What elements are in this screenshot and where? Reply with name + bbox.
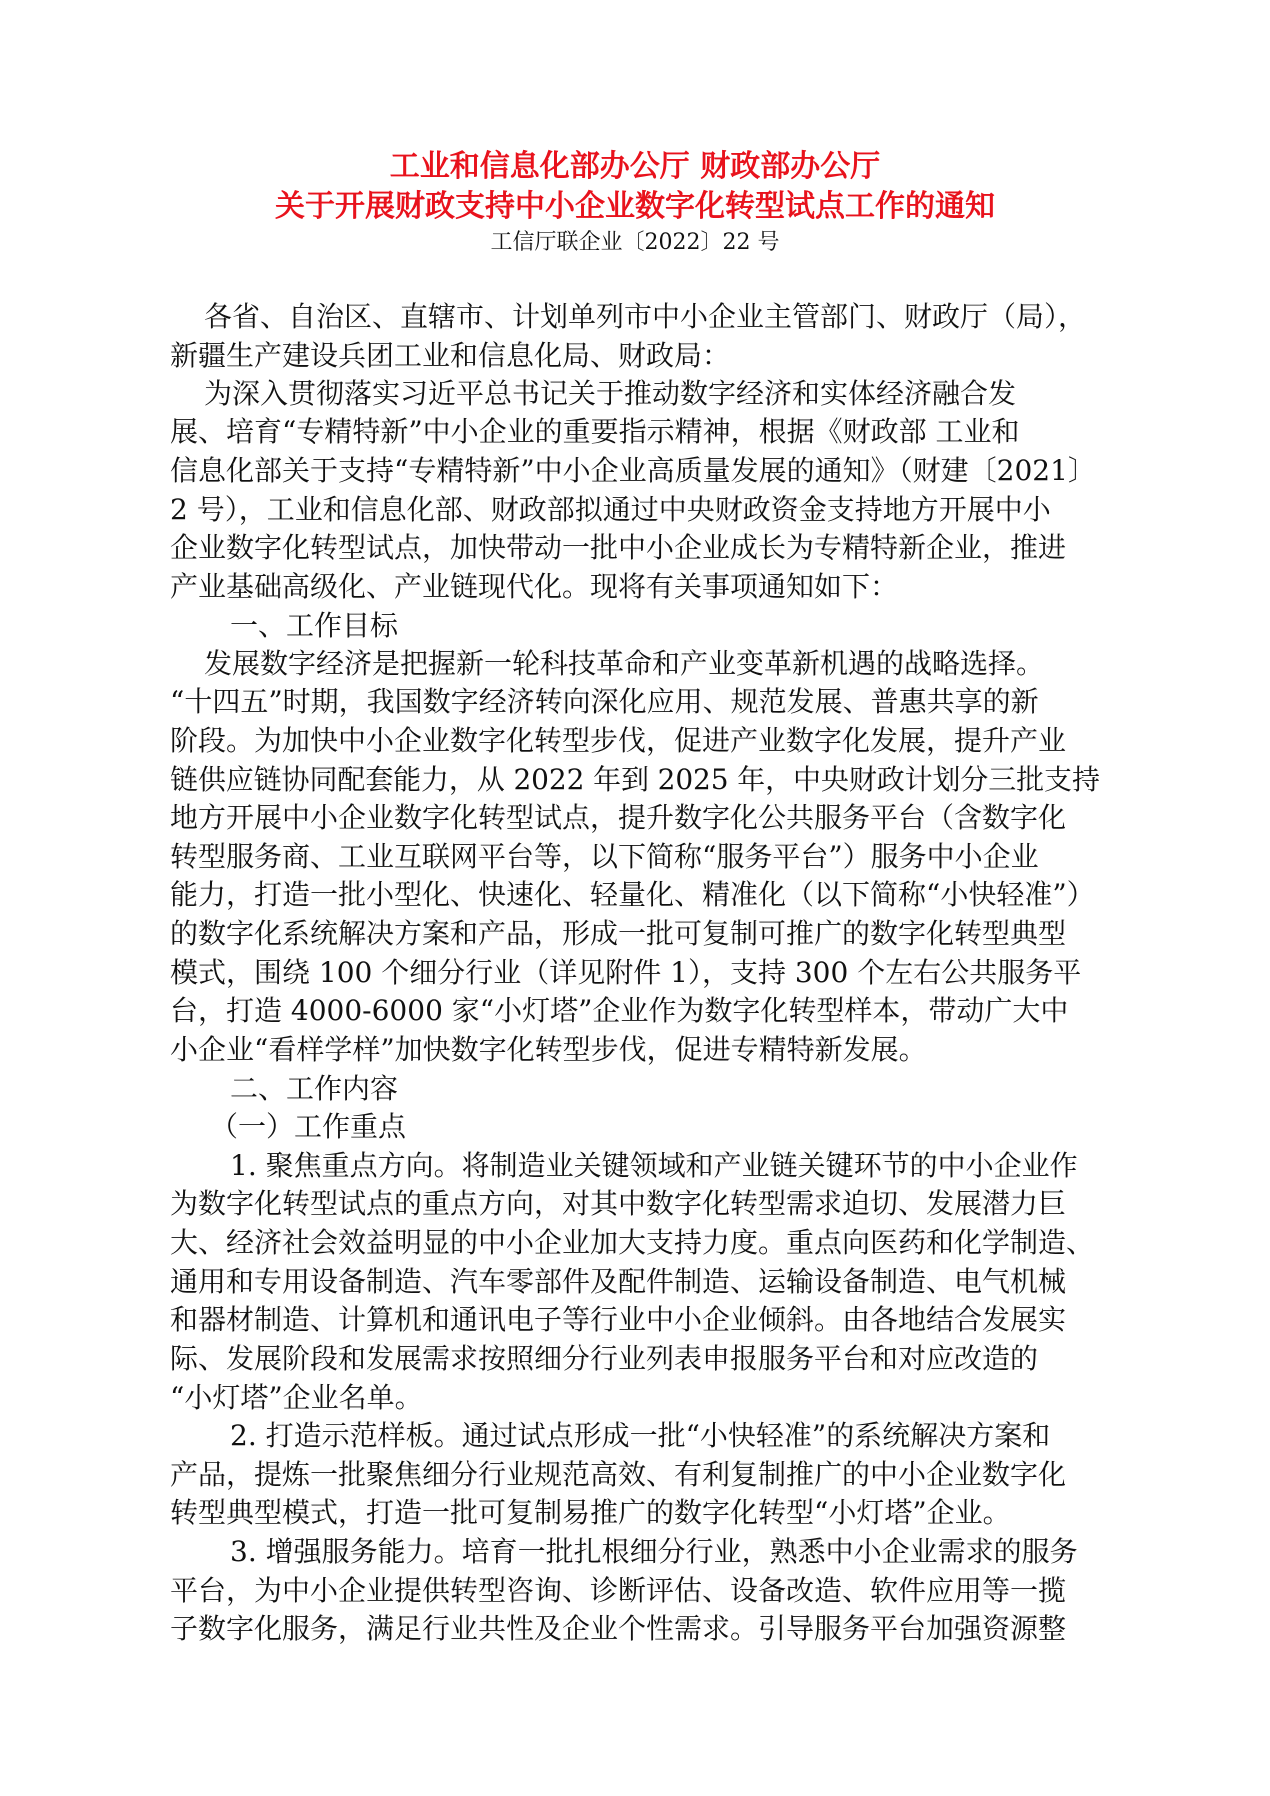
paragraph-line: 2. 打造示范样板。通过试点形成一批“小快轻准”的系统解决方案和 [230,1419,1051,1452]
paragraph-line: 3. 增强服务能力。培育一批扎根细分行业，熟悉中小企业需求的服务 [230,1535,1078,1568]
paragraph-line: “小灯塔”企业名单。 [170,1381,423,1414]
paragraph-line: 1. 聚焦重点方向。将制造业关键领域和产业链关键环节的中小企业作 [230,1149,1078,1182]
document-number: 工信厅联企业〔2022〕22 号 [490,230,780,255]
paragraph-line: 际、发展阶段和发展需求按照细分行业列表申报服务平台和对应改造的 [170,1342,1039,1375]
paragraph-line: 转型典型模式，打造一批可复制易推广的数字化转型“小灯塔”企业。 [170,1496,1011,1529]
paragraph-line: 转型服务商、工业互联网平台等，以下简称“服务平台”）服务中小企业 [170,840,1039,873]
paragraph-line: 子数字化服务，满足行业共性及企业个性需求。引导服务平台加强资源整 [170,1612,1067,1645]
paragraph-line: 各省、自治区、直辖市、计划单列市中小企业主管部门、财政厅（局）， [204,300,1087,333]
paragraph-line: 新疆生产建设兵团工业和信息化局、财政局： [170,339,731,372]
paragraph-line: 地方开展中小企业数字化转型试点，提升数字化公共服务平台（含数字化 [170,801,1067,834]
paragraph-line: 为数字化转型试点的重点方向，对其中数字化转型需求迫切、发展潜力巨 [170,1187,1067,1220]
paragraph-line: 一、工作目标 [230,609,399,642]
paragraph-line: 的数字化系统解决方案和产品，形成一批可复制可推广的数字化转型典型 [170,917,1067,950]
paragraph-line: 产业基础高级化、产业链现代化。现将有关事项通知如下： [170,570,899,603]
paragraph-line: 和器材制造、计算机和通讯电子等行业中小企业倾斜。由各地结合发展实 [170,1303,1067,1336]
paragraph-line: 平台，为中小企业提供转型咨询、诊断评估、设备改造、软件应用等一揽 [170,1574,1067,1607]
title-line-1: 工业和信息化部办公厅 财政部办公厅 [389,149,881,184]
paragraph-line: （一）工作重点 [210,1110,407,1143]
paragraph-line: 为深入贯彻落实习近平总书记关于推动数字经济和实体经济融合发 [204,377,1017,410]
paragraph-line: 台，打造 4000-6000 家“小灯塔”企业作为数字化转型样本，带动广大中 [170,994,1069,1027]
paragraph-line: 模式，围绕 100 个细分行业（详见附件 1），支持 300 个左右公共服务平 [170,956,1082,989]
paragraph-line: 通用和专用设备制造、汽车零部件及配件制造、运输设备制造、电气机械 [170,1265,1067,1298]
paragraph-line: “十四五”时期，我国数字经济转向深化应用、规范发展、普惠共享的新 [170,685,1039,718]
paragraph-line: 链供应链协同配套能力，从 2022 年到 2025 年，中央财政计划分三批支持 [170,763,1100,796]
paragraph-line: 产品，提炼一批聚焦细分行业规范高效、有利复制推广的中小企业数字化 [170,1458,1067,1491]
paragraph-line: 企业数字化转型试点，加快带动一批中小企业成长为专精特新企业，推进 [170,531,1067,564]
paragraph-line: 能力，打造一批小型化、快速化、轻量化、精准化（以下简称“小快轻准”） [170,878,1095,911]
paragraph-line: 2 号），工业和信息化部、财政部拟通过中央财政资金支持地方开展中小 [170,493,1051,526]
paragraph-line: 二、工作内容 [230,1072,399,1105]
paragraph-line: 大、经济社会效益明显的中小企业加大支持力度。重点向医药和化学制造、 [170,1226,1095,1259]
paragraph-line: 阶段。为加快中小企业数字化转型步伐，促进产业数字化发展，提升产业 [170,724,1067,757]
paragraph-line: 发展数字经济是把握新一轮科技革命和产业变革新机遇的战略选择。 [204,647,1045,680]
paragraph-line: 小企业“看样学样”加快数字化转型步伐，促进专精特新发展。 [170,1033,927,1066]
title-line-2: 关于开展财政支持中小企业数字化转型试点工作的通知 [275,189,995,224]
paragraph-line: 信息化部关于支持“专精特新”中小企业高质量发展的通知》（财建〔2021〕 [170,454,1096,487]
paragraph-line: 展、培育“专精特新”中小企业的重要指示精神，根据《财政部 工业和 [170,415,1020,448]
